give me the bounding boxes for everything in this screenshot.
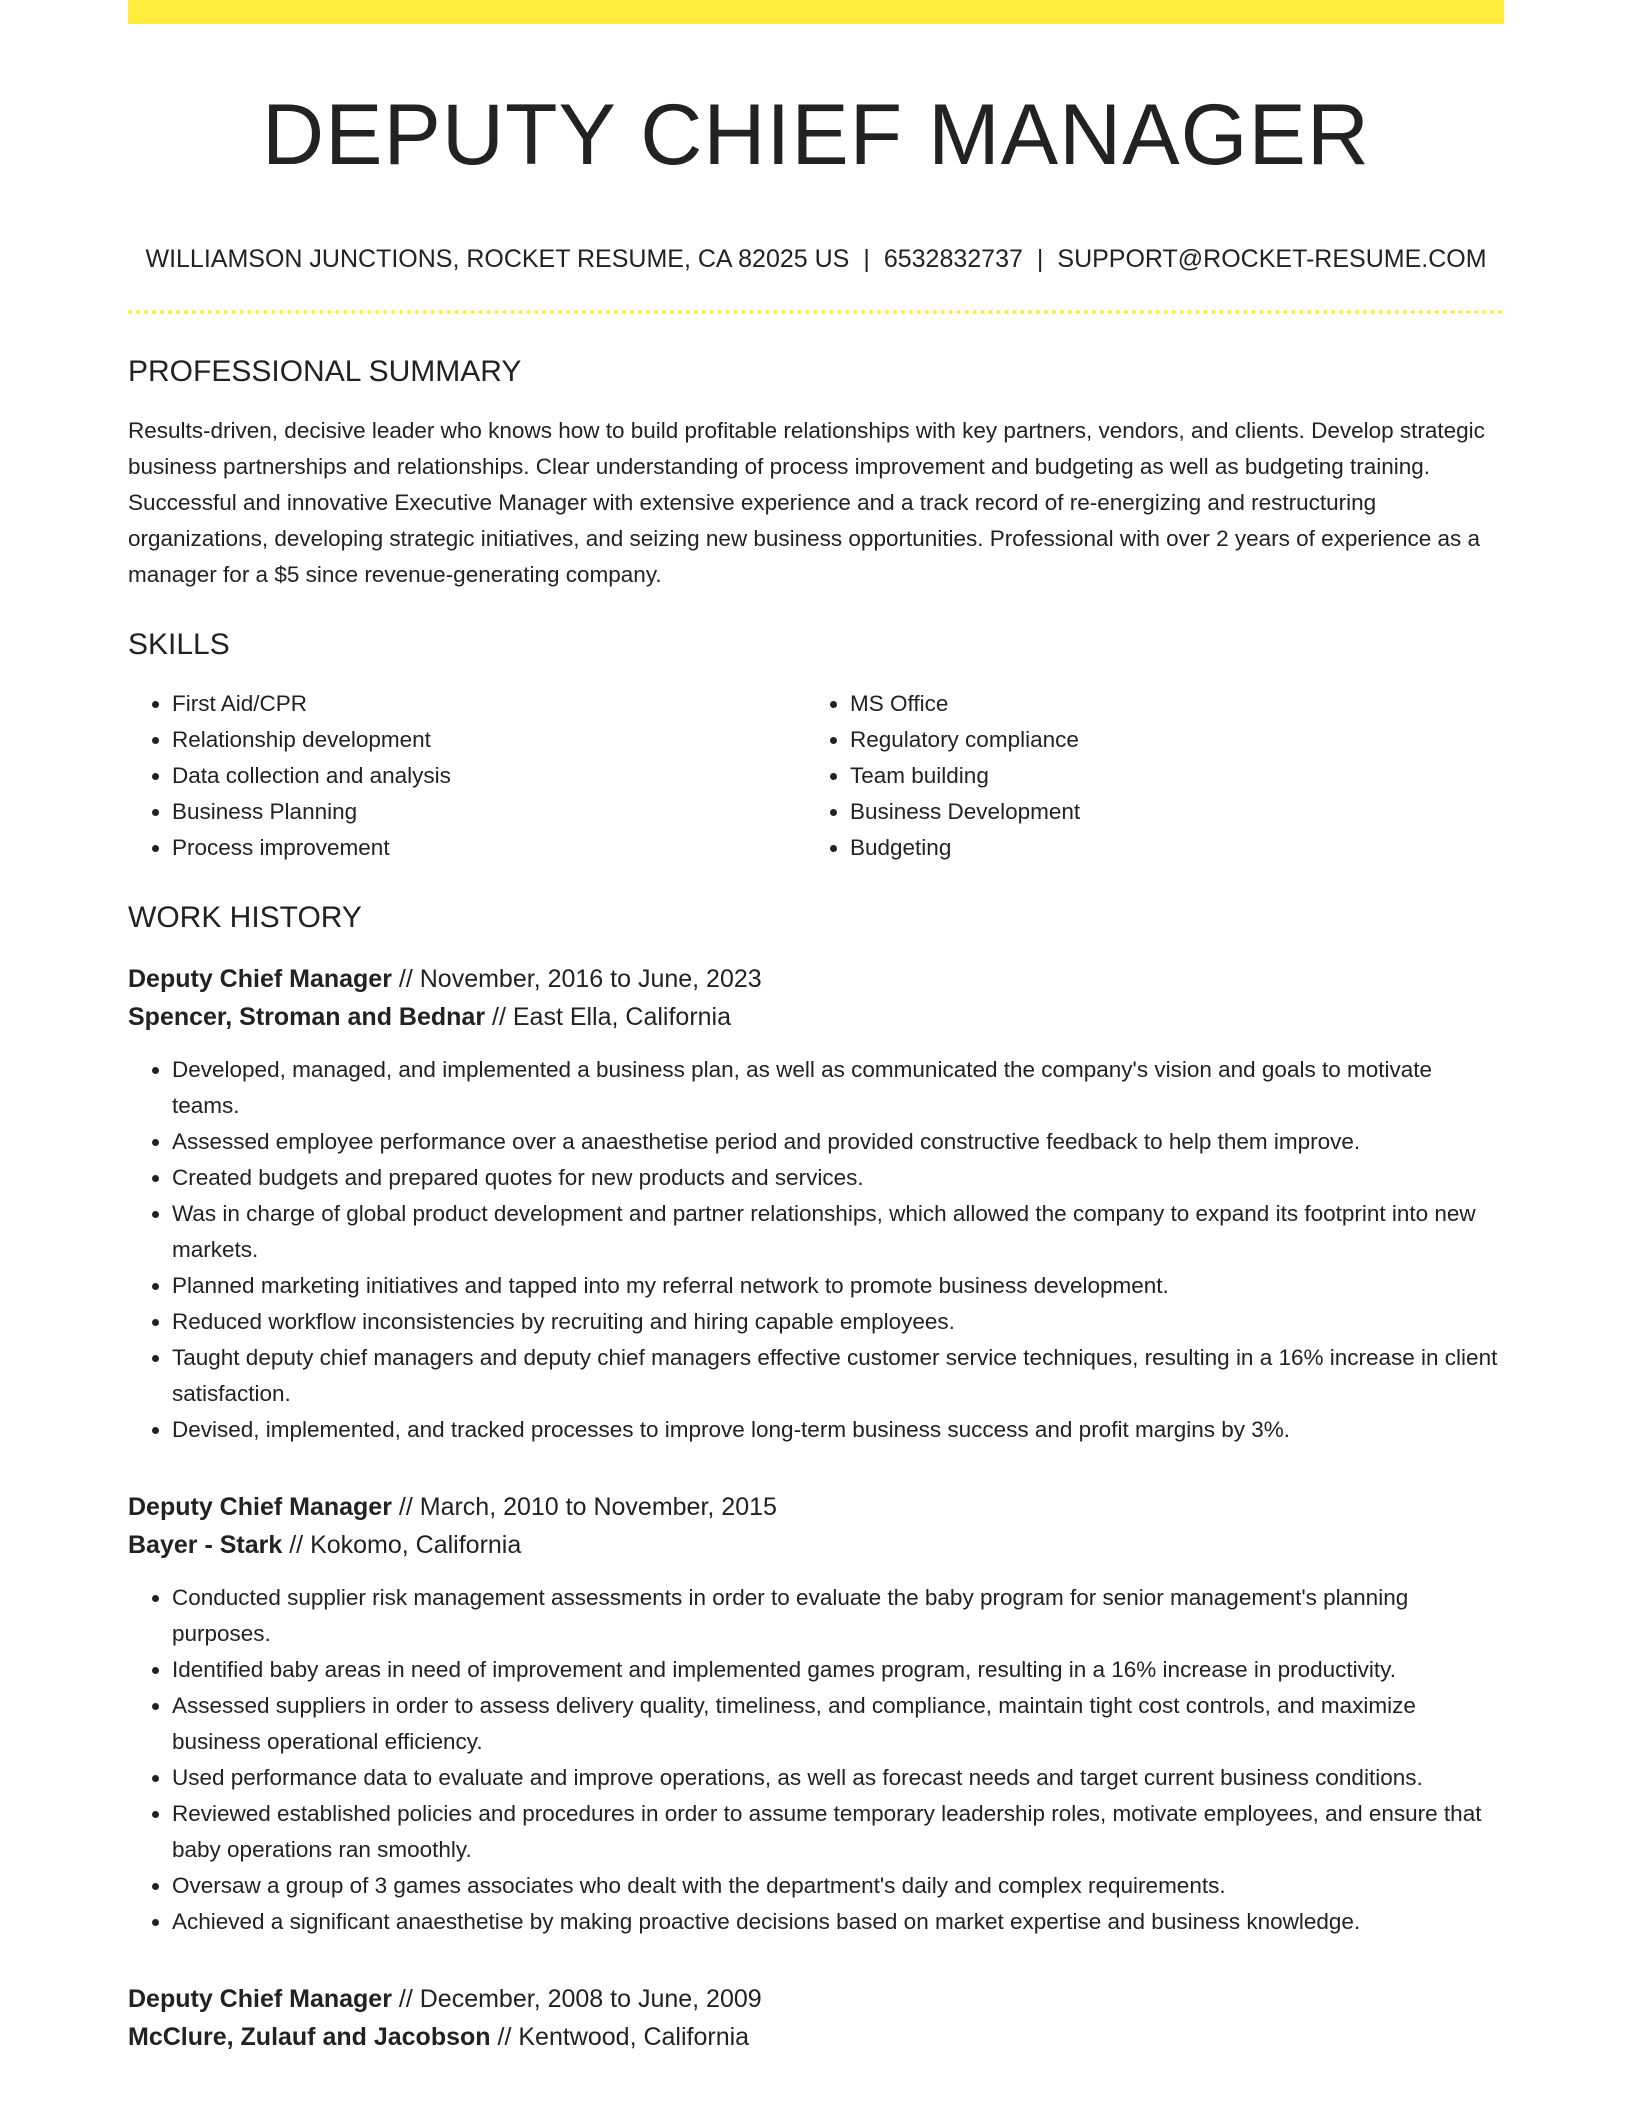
contact-separator: | (863, 245, 870, 273)
job-bullets (128, 1052, 1504, 1448)
job-bullet: • Planned marketing initiatives and tapped into my referral network to promote business development. (172, 1268, 1504, 1304)
job-company: Bayer - Stark (128, 1531, 283, 1559)
job-entry (128, 1488, 1504, 1940)
job-title: Deputy Chief Manager (128, 1985, 392, 2013)
job-entry (128, 1980, 1504, 2056)
job-location: Kentwood, California (518, 2023, 750, 2051)
dotted-divider (128, 310, 1504, 314)
summary-text: Results-driven, decisive leader who knows how to build profitable relationships with key partners, vendors, and clients. Develop strategic business partnerships and relationships. Clear understanding of process improvement and budgeting as well as budgeting training. Successful and innovative Executive Manager with extensive experience and a track record of re-energizing and restructuring organizations, developing strategic initiatives, and seizing new business opportunities. Professional with over 2 years of experience as a manager for a $5 since revenue-generating company. (128, 418, 1485, 587)
job-title-line (128, 1488, 1504, 1526)
skills-column-right (806, 686, 1484, 866)
job-bullet: • Reduced workflow inconsistencies by recruiting and hiring capable employees. (172, 1304, 1504, 1340)
job-title: Deputy Chief Manager (128, 1493, 392, 1521)
job-divider: // (398, 1493, 413, 1521)
contact-line (128, 243, 1504, 275)
job-bullet: • Created budgets and prepared quotes for new products and services. (172, 1160, 1504, 1196)
skill-item: • Budgeting (850, 830, 1484, 866)
job-divider: // (497, 2023, 512, 2051)
skill-item: • Regulatory compliance (850, 722, 1484, 758)
skills-heading: SKILLS (128, 628, 230, 661)
skills-column-left (128, 686, 806, 866)
job-bullet: • Assessed employee performance over a anaesthetise period and provided constructive feedback to help them improve. (172, 1124, 1504, 1160)
top-accent-bar (128, 0, 1504, 24)
skill-item: • Business Planning (172, 794, 806, 830)
contact-address: WILLIAMSON JUNCTIONS, ROCKET RESUME, CA 82025 US (145, 245, 850, 273)
contact-email: SUPPORT@ROCKET-RESUME.COM (1057, 245, 1487, 273)
job-entry (128, 960, 1504, 1448)
job-title: Deputy Chief Manager (128, 965, 392, 993)
job-bullet: • Assessed suppliers in order to assess delivery quality, timeliness, and compliance, maintain tight cost controls, and maximize business operational efficiency. (172, 1688, 1504, 1760)
skill-item: • First Aid/CPR (172, 686, 806, 722)
job-title-line (128, 960, 1504, 998)
job-bullet: • Developed, managed, and implemented a business plan, as well as communicated the company's vision and goals to motivate teams. (172, 1052, 1504, 1124)
skill-item: • Team building (850, 758, 1484, 794)
work-history-heading: WORK HISTORY (128, 901, 362, 934)
skills-list (128, 686, 1504, 866)
job-bullet: • Taught deputy chief managers and deputy chief managers effective customer service techniques, resulting in a 16% increase in client satisfaction. (172, 1340, 1504, 1412)
job-dates: March, 2010 to November, 2015 (419, 1493, 777, 1521)
job-dates: November, 2016 to June, 2023 (419, 965, 762, 993)
job-bullets (128, 1580, 1504, 1940)
job-location: East Ella, California (512, 1003, 732, 1031)
job-company: Spencer, Stroman and Bednar (128, 1003, 486, 1031)
skill-item: • Relationship development (172, 722, 806, 758)
job-bullet: • Oversaw a group of 3 games associates who dealt with the department's daily and complex requirements. (172, 1868, 1504, 1904)
job-company-line (128, 2018, 1504, 2056)
job-bullet: • Used performance data to evaluate and improve operations, as well as forecast needs and target current business conditions. (172, 1760, 1504, 1796)
job-bullet: • Was in charge of global product development and partner relationships, which allowed the company to expand its footprint into new markets. (172, 1196, 1504, 1268)
skill-item: • Business Development (850, 794, 1484, 830)
job-bullet: • Identified baby areas in need of improvement and implemented games program, resulting in a 16% increase in productivity. (172, 1652, 1504, 1688)
job-location: Kokomo, California (310, 1531, 522, 1559)
resume-page (128, 0, 1504, 2056)
job-divider: // (289, 1531, 304, 1559)
job-divider: // (398, 1985, 413, 2013)
job-title-line (128, 1980, 1504, 2018)
resume-title: DEPUTY CHIEF MANAGER (262, 87, 1370, 183)
job-divider: // (492, 1003, 506, 1031)
job-bullet: • Conducted supplier risk management assessments in order to evaluate the baby program for senior management's planning purposes. (172, 1580, 1504, 1652)
contact-separator: | (1036, 245, 1044, 273)
skill-item: • Process improvement (172, 830, 806, 866)
job-dates: December, 2008 to June, 2009 (419, 1985, 762, 2013)
job-divider: // (398, 965, 413, 993)
job-company-line (128, 1526, 1504, 1564)
job-bullet: • Devised, implemented, and tracked processes to improve long-term business success and profit margins by 3%. (172, 1412, 1504, 1448)
job-bullet: • Achieved a significant anaesthetise by making proactive decisions based on market expertise and business knowledge. (172, 1904, 1504, 1940)
skill-item: • Data collection and analysis (172, 758, 806, 794)
job-bullet: • Reviewed established policies and procedures in order to assume temporary leadership roles, motivate employees, and ensure that baby operations ran smoothly. (172, 1796, 1504, 1868)
summary-heading: PROFESSIONAL SUMMARY (128, 355, 522, 388)
contact-phone: 6532832737 (883, 245, 1023, 273)
skill-item: • MS Office (850, 686, 1484, 722)
job-company-line (128, 998, 1504, 1036)
job-company: McClure, Zulauf and Jacobson (128, 2023, 491, 2051)
